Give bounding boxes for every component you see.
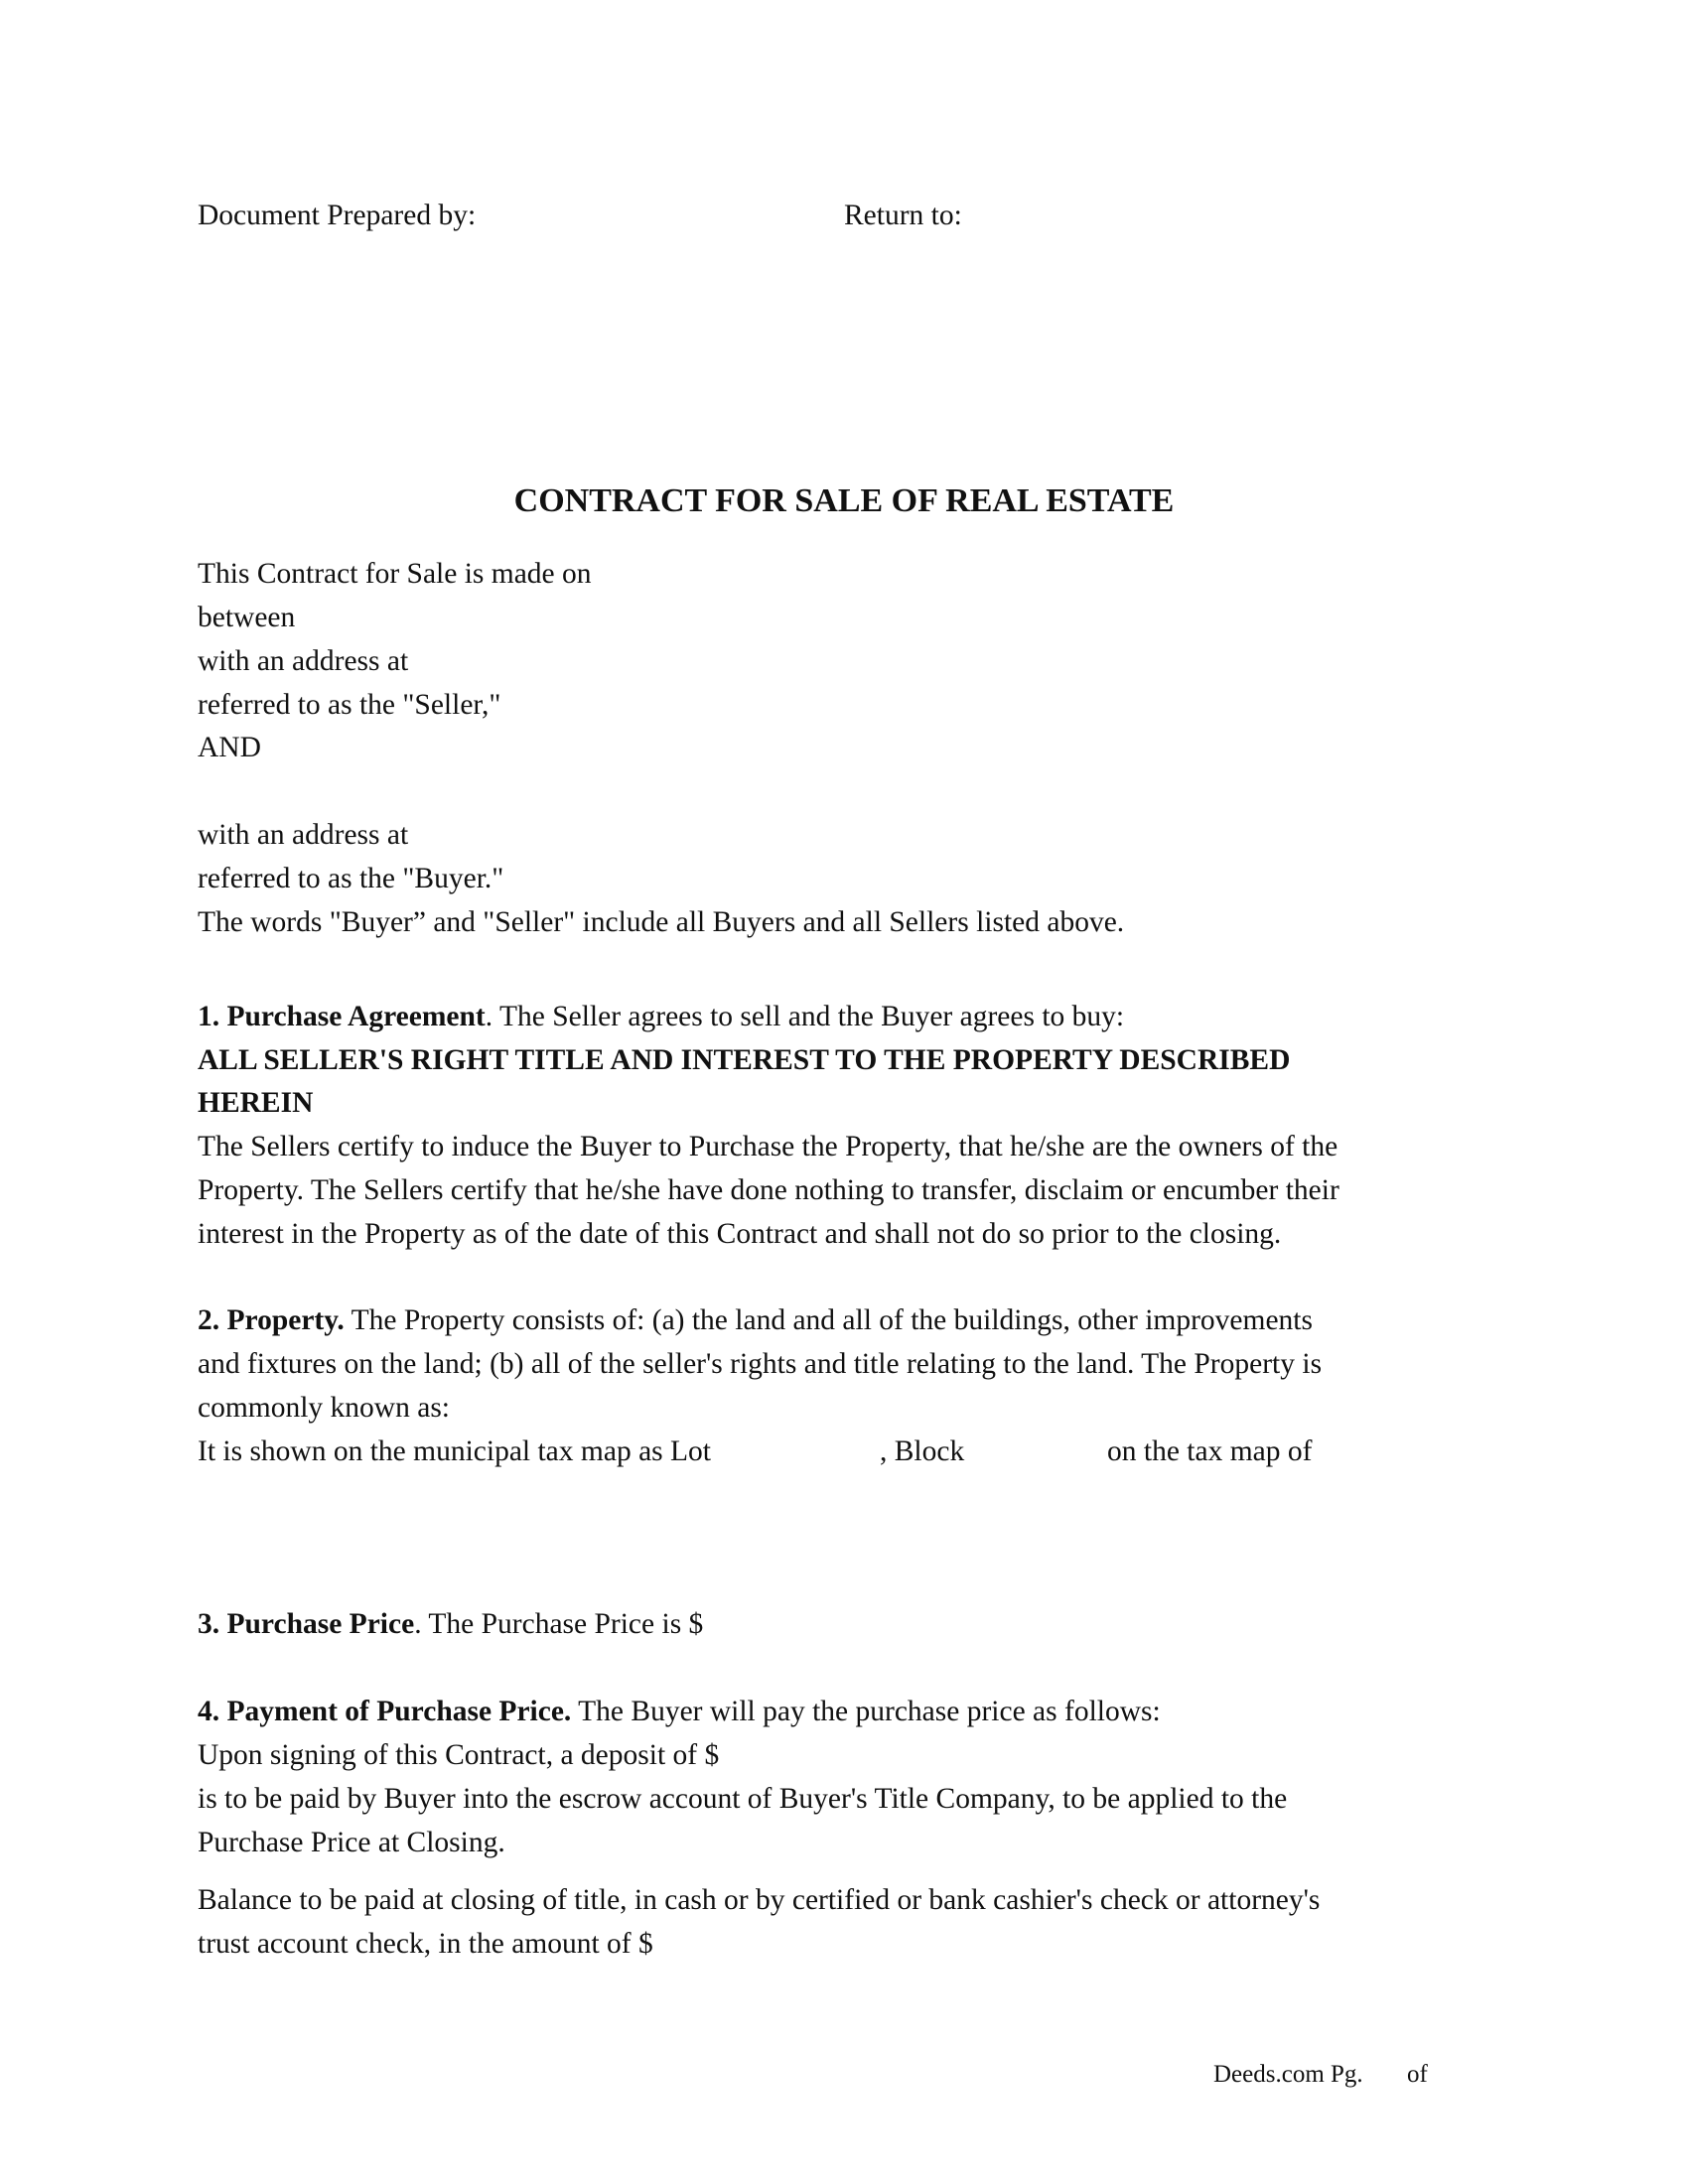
section-3-text: . The Purchase Price is $ (414, 1608, 704, 1640)
seller-address-line: with an address at (198, 645, 409, 677)
section-1-text: . The Seller agrees to sell and the Buyer agrees to buy: (485, 1001, 1125, 1032)
section-1-heading: 1. Purchase Agreement (198, 1001, 486, 1032)
section-4-heading-line (198, 1696, 1161, 1728)
section-1-heading-line (198, 1001, 1124, 1033)
section-4-line-3: is to be paid by Buyer into the escrow account of Buyer's Title Company, to be applied to the (198, 1783, 1288, 1815)
seller-ref-line: referred to as the "Seller," (198, 689, 501, 721)
section-1-paragraph-line-1: The Sellers certify to induce the Buyer to Purchase the Property, that he/she are the owners of the (198, 1131, 1338, 1162)
buyer-ref-line: referred to as the "Buyer." (198, 863, 504, 894)
section-4-line-2: Upon signing of this Contract, a deposit of $ (198, 1739, 720, 1771)
footer-site: Deeds.com Pg. (1213, 2061, 1363, 2088)
section-1-caps-line-1: ALL SELLER'S RIGHT TITLE AND INTEREST TO THE PROPERTY DESCRIBED (198, 1044, 1291, 1076)
section-2-line-4c: on the tax map of (1107, 1435, 1313, 1467)
made-on-line: This Contract for Sale is made on (198, 558, 592, 590)
section-2-heading: 2. Property. (198, 1304, 345, 1336)
section-2-line-4b: , Block (880, 1435, 965, 1467)
section-4-line-5: Balance to be paid at closing of title, in cash or by certified or bank cashier's check or attorney's (198, 1884, 1321, 1916)
section-2-line-3: commonly known as: (198, 1392, 451, 1424)
document-title: CONTRACT FOR SALE OF REAL ESTATE (513, 482, 1175, 519)
return-to-label: Return to: (844, 200, 962, 231)
section-2-line-2: and fixtures on the land; (b) all of the seller's rights and title relating to the land. The Property is (198, 1348, 1323, 1380)
section-1-caps-line-2: HEREIN (198, 1087, 314, 1119)
between-line: between (198, 602, 296, 633)
section-1-paragraph-line-2: Property. The Sellers certify that he/she have done nothing to transfer, disclaim or encumber their (198, 1174, 1339, 1206)
section-4-text: The Buyer will pay the purchase price as follows: (571, 1696, 1161, 1727)
section-4-line-4: Purchase Price at Closing. (198, 1827, 505, 1858)
section-1-paragraph-line-3: interest in the Property as of the date of this Contract and shall not do so prior to the closing. (198, 1218, 1282, 1250)
and-line: AND (198, 732, 261, 763)
section-3-heading: 3. Purchase Price (198, 1608, 415, 1640)
prepared-by-label: Document Prepared by: (198, 200, 477, 231)
section-2-text: The Property consists of: (a) the land and all of the buildings, other improvements (344, 1304, 1313, 1336)
section-4-heading: 4. Payment of Purchase Price. (198, 1696, 572, 1727)
section-3-heading-line (198, 1608, 703, 1641)
buyer-address-line: with an address at (198, 819, 409, 851)
section-2-heading-line (198, 1304, 1313, 1337)
words-line: The words "Buyer” and "Seller" include all Buyers and all Sellers listed above. (198, 906, 1125, 938)
section-4-line-6: trust account check, in the amount of $ (198, 1928, 653, 1960)
footer-of: of (1407, 2061, 1428, 2088)
section-2-line-4a: It is shown on the municipal tax map as Lot (198, 1435, 711, 1467)
